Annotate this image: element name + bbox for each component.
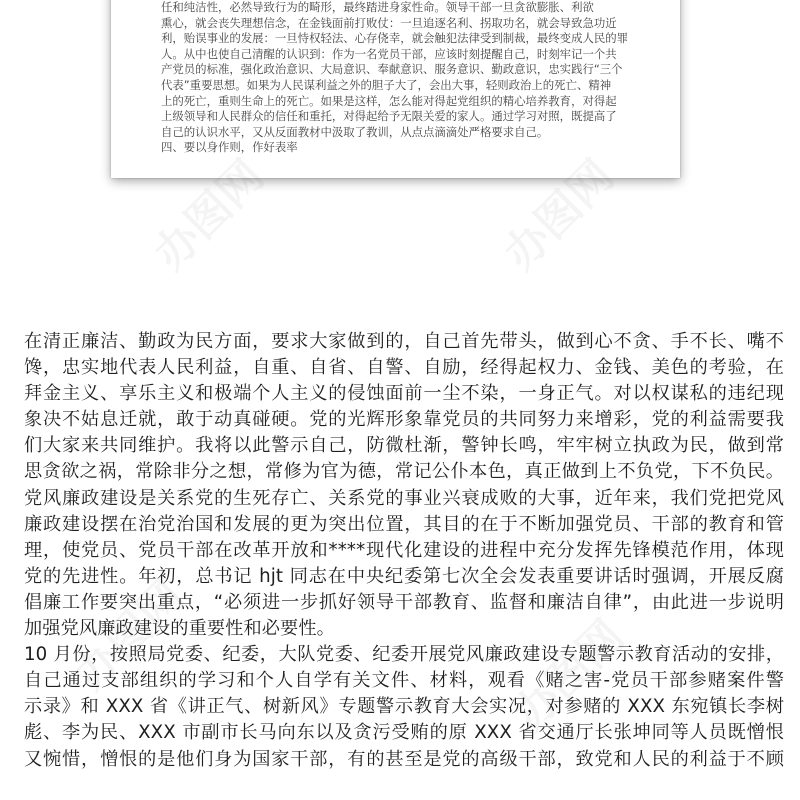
preview-line: 自己的认识水平，又从反面教材中汲取了教训，从点点滴滴处严格要求自己。 xyxy=(161,124,549,139)
text-line: 党的先进性。年初，总书记 hjt 同志在中央纪委第七次全会发表重要讲话时强调，开展反腐 xyxy=(24,565,784,587)
text-line: 加强党风廉政建设的重要性和必要性。 xyxy=(24,618,335,640)
preview-area xyxy=(0,0,800,300)
text-line: 又惋惜，憎恨的是他们身为国家干部，有的甚至是党的高级干部，致党和人民的利益于不顾 xyxy=(24,748,784,770)
article-body xyxy=(24,329,784,773)
preview-line: 任和纯洁性，必然导致行为的畸形，最终踏进身家性命。领导干部一旦贪欲膨胀、利欲 xyxy=(161,0,594,14)
text-line: 馋，忠实地代表人民利益，自重、自省、自警、自励，经得起权力、金钱、美色的考验，在 xyxy=(24,357,784,379)
preview-line: 四、要以身作则，作好表率 xyxy=(161,140,298,155)
text-line: 在清正廉洁、勤政为民方面，要求大家做到的，自己首先带头，做到心不贪、手不长、嘴不 xyxy=(24,331,784,352)
text-line: 倡廉工作要突出重点，“必须进一步抓好领导干部教育、监督和廉洁自律”，由此进一步说明 xyxy=(24,591,784,613)
text-line: 象决不姑息迁就，敢于动真碰硬。党的光辉形象靠党员的共同努力来增彩，党的利益需要我 xyxy=(24,409,784,431)
preview-line: 上的死亡，重则生命上的死亡。如果是这样，怎么能对得起党组织的精心培养教育，对得起 xyxy=(161,93,617,108)
preview-line: 利，贻误事业的发展：一旦恃权轻法、心存侥幸，就会触犯法律受到制裁，最终变成人民的罪 xyxy=(161,31,629,46)
preview-line: 产党员的标准，强化政治意识、大局意识、奉献意识、服务意识、勤政意识，忠实践行“三个 xyxy=(161,62,623,77)
text-line: 10 月份，按照局党委、纪委，大队党委、纪委开展党风廉政建设专题警示教育活动的安排， xyxy=(24,644,784,666)
text-line: 彪、李为民、XXX 市副市长马向东以及贪污受贿的原 XXX 省交通厅长张坤同等人员既憎恨 xyxy=(24,722,784,744)
preview-line: 人。从中也使自己清醒的认识到：作为一名党员干部，应该时刻提醒自己，时刻牢记一个共 xyxy=(161,46,617,61)
preview-line: 代表”重要思想。如果为人民谋利益之外的胆子大了，会出大事，轻则政治上的死亡、精神 xyxy=(161,77,612,92)
text-line: 党风廉政建设是关系党的生死存亡、关系党的事业兴衰成败的大事，近年来，我们党把党风 xyxy=(24,487,784,509)
text-line: 示录》和 XXX 省《讲正气、树新风》专题警示教育大会实况，对参赌的 XXX 东宛镇长李树 xyxy=(24,696,784,718)
document-page-preview xyxy=(111,0,680,178)
text-line: 们大家来共同维护。我将以此警示自己，防微杜渐，警钟长鸣，牢牢树立执政为民，做到常 xyxy=(24,435,784,457)
text-line: 自己通过支部组织的学习和个人自学有关文件、材料，观看《赌之害-党员干部参赌案件警 xyxy=(24,670,784,692)
text-line: 理，使党员、党员干部在改革开放和****现代化建设的进程中充分发挥先锋模范作用，体现 xyxy=(24,539,784,561)
text-line: 思贪欲之祸，常除非分之想，常修为官为德，常记公仆本色，真正做到上不负党，下不负民。 xyxy=(24,461,784,483)
text-line: 拜金主义、享乐主义和极端个人主义的侵蚀面前一尘不染，一身正气。对以权谋私的违纪现 xyxy=(24,383,784,405)
text-line: 廉政建设摆在治党治国和发展的更为突出位置，其目的在于不断加强党员、干部的教育和管 xyxy=(24,513,784,535)
preview-line: 熏心，就会丧失理想信念，在金钱面前打败仗：一旦追逐名利、拐取功名，就会导致急功近 xyxy=(161,15,617,30)
preview-line: 上级领导和人民群众的信任和重托，对得起给予无限关爱的家人。通过学习对照，既提高了 xyxy=(161,109,617,124)
